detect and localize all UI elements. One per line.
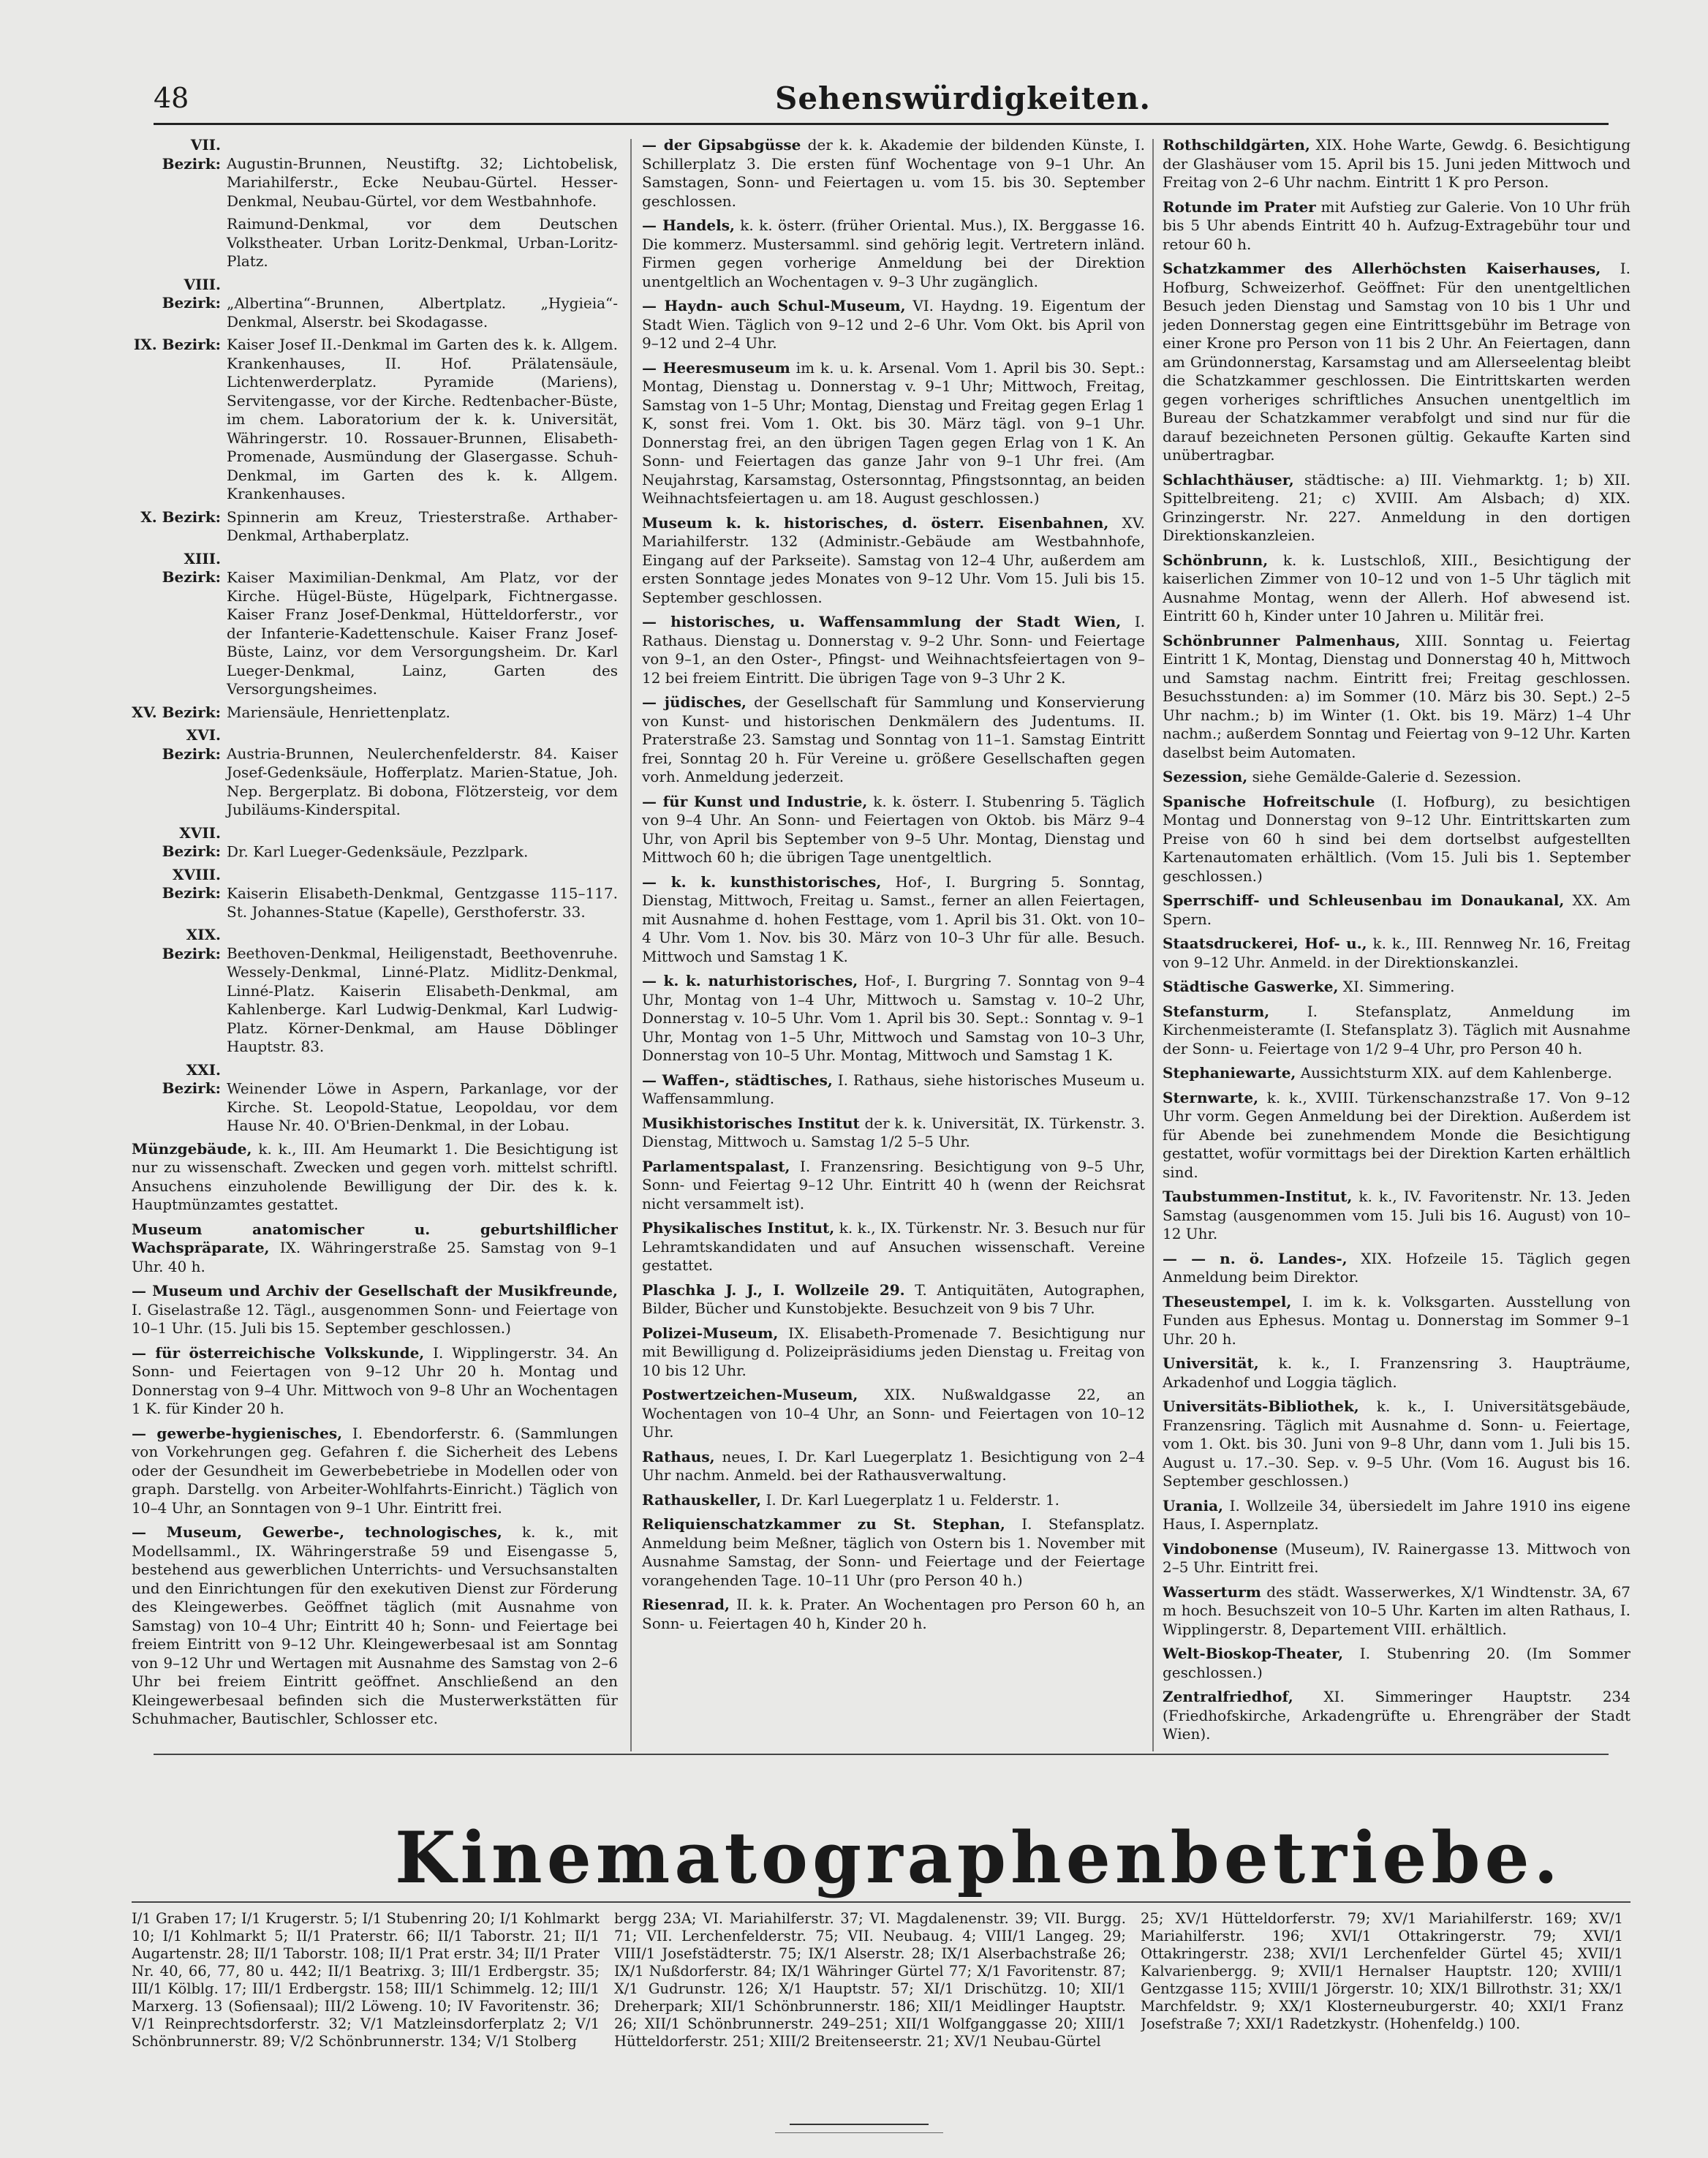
district-text: Mariensäule, Henriettenplatz. <box>227 703 450 721</box>
entry-text: II. k. k. Prater. An Wochentagen pro Person 60 h, an Sonn- u. Feiertagen 40 h, Kinder 20 h. <box>642 1596 1145 1632</box>
district-text: Kaiser Maximilian-Denkmal, Am Platz, vor der Kirche. Hügel-Büste, Hügelpark, Fichtnergasse. Kaiser Franz Josef-Denkmal, Hütteldorferstr., vor der Infanterie-Kadettenschule. Kaiser Franz Josef-Büste, Lainz, vor dem Versorgungsheim. Dr. Karl Lueger-Denkmal, Lainz, Garten des Versorgungsheimes. <box>227 568 618 698</box>
district-label: XVIII. Bezirk: <box>162 865 221 902</box>
kino-rule <box>132 1901 1630 1903</box>
entry-heading: Rotunde im Prater <box>1163 197 1316 216</box>
entry-heading: — für Kunst und Industrie, <box>642 792 868 810</box>
district-text: „Albertina“-Brunnen, Albertplatz. „Hygieia“-Denkmal, Alserstr. bei Skodagasse. <box>227 294 618 331</box>
entry-text: der k. k. Universität, IX. Türkenstr. 3. Dienstag, Mittwoch u. Samstag 1/2 5–5 Uhr. <box>642 1114 1145 1150</box>
district-text: Raimund-Denkmal, vor dem Deutschen Volkstheater. Urban Loritz-Denkmal, Urban-Loritz-Platz. <box>227 215 618 270</box>
entry-heading: Rathaus, <box>642 1447 715 1465</box>
entry-heading: Musikhistorisches Institut <box>642 1114 860 1132</box>
listing-entry <box>1163 551 1630 626</box>
entry-text: I. Wollzeile 34, übersiedelt im Jahre 1910 ins eigene Haus, I. Aspernplatz. <box>1163 1496 1630 1533</box>
entry-heading: Taubstummen-Institut, <box>1163 1188 1353 1205</box>
end-ornament <box>775 2132 943 2133</box>
listing-entry <box>1163 1064 1630 1083</box>
listing-entry <box>642 514 1145 608</box>
entry-text: neues, I. Dr. Karl Luegerplatz 1. Besichtigung von 2–4 Uhr nachm. Anmeld. bei der Rathausverwaltung. <box>642 1447 1145 1484</box>
listing-entry <box>132 1221 618 1277</box>
district-entry <box>132 866 618 922</box>
entry-text: k. k., mit Modellsamml., IX. Währingerstraße 59 und Eisengasse 5, bestehend aus gewerblichen Unterrichts- und Versuchsanstalten und den Einrichtungen für den exekutiven Dienst zur Förderung des Kleingewerbes. Geöffnet täglich (mit Ausnahme von Samstag) von 10–4 Uhr; Eintritt 40 h; Sonn- und Feiertage bei freiem Eintritt von 9–12 Uhr. Kleingewerbesaal ist am Sonntag von 9–12 Uhr und Wertagen mit Ausnahme des Samstag von 2–6 Uhr bei freiem Eintritt geöffnet. Anschließend an den Kleingewerbesaal befinden sich die Musterwerkstätten für Schuhmacher, Bautischler, Schlosser etc. <box>132 1523 618 1727</box>
entry-text: XIX. Nußwaldgasse 22, an Wochentagen von 10–4 Uhr, an Sonn- und Feiertagen von 10–12 Uhr. <box>642 1386 1145 1441</box>
district-entry <box>132 276 618 332</box>
entry-heading: — für österreichische Volkskunde, <box>132 1343 425 1362</box>
entry-text: T. Antiquitäten, Autographen, Bilder, Bücher und Kunstobjekte. Besuchzeit von 9 bis 7 Uhr. <box>642 1280 1145 1317</box>
listing-entry <box>1163 978 1630 997</box>
entry-heading: Spanische Hofreitschule <box>1163 792 1375 810</box>
listing-entry <box>642 1491 1145 1510</box>
listing-entry <box>642 136 1145 211</box>
entry-text: k. k., XVIII. Türkenschanzstraße 17. Von 9–12 Uhr vorm. Gegen Anmeldung bei der Direktion. Außerdem ist für Abende bei zunehmendem Monde die Besichtigung gestattet, wofür vormittags bei der Direktion Karten erhältlich sind. <box>1163 1088 1630 1181</box>
listing-entry <box>642 793 1145 867</box>
column-middle <box>642 136 1145 1745</box>
district-label: VIII. Bezirk: <box>162 275 221 312</box>
entry-heading: Stephaniewarte, <box>1163 1064 1296 1082</box>
entry-text: städtische: a) III. Viehmarktg. 1; b) XII. Spittelbreiteng. 21; c) XVIII. Am Alsbach; d) XIX. Grinzingerstr. Nr. 227. Anmeldung in den dortigen Direktionskanzleien. <box>1163 470 1630 544</box>
entry-heading: Schatzkammer des Allerhöchsten Kaiserhauses, <box>1163 260 1601 277</box>
entry-text: I. Rathaus. Dienstag u. Donnerstag v. 9–2 Uhr. Sonn- und Feiertage von 9–1, an den Oster-, Pfingst- und Weihnachtsfeiertagen von 9–12 bei freiem Eintritt. Die übrigen Tage von 9–3 Uhr 2 K. <box>642 613 1145 687</box>
entry-heading: Wasserturm <box>1163 1582 1261 1601</box>
entry-heading: Theseustempel, <box>1163 1292 1292 1310</box>
listing-entry <box>1163 768 1630 787</box>
listing-entry <box>642 613 1145 687</box>
column-left <box>132 136 618 1745</box>
district-entry <box>132 508 618 546</box>
listing-entry <box>132 1140 618 1215</box>
district-text: Kaiserin Elisabeth-Denkmal, Gentzgasse 115–117. St. Johannes-Statue (Kapelle), Gersthoferstr. 33. <box>227 884 618 921</box>
end-ornament <box>790 2124 929 2125</box>
entry-heading: Schlachthäuser, <box>1163 470 1294 488</box>
listing-entry <box>642 972 1145 1065</box>
entry-text: k. k., III. Rennweg Nr. 16, Freitag von 9–12 Uhr. Anmeld. in der Direktionskanzlei. <box>1163 935 1630 971</box>
entry-heading: Münzgebäude, <box>132 1139 252 1158</box>
top-rule <box>154 123 1609 125</box>
listing-entry <box>1163 891 1630 929</box>
entry-text: k. k., IX. Türkenstr. Nr. 3. Besuch nur für Lehramtskandidaten und auf Ansuchen wissenschaft. Vereine gestattet. <box>642 1219 1145 1274</box>
entry-text: k. k. österr. I. Stubenring 5. Täglich von 9–4 Uhr. An Sonn- und Feiertagen von Oktob. bis März 9–4 Uhr, von April bis September von 9–5 Uhr. Montag, Dienstag und Mittwoch 60 h; die übrigen Tage unentgeltlich. <box>642 792 1145 866</box>
entry-heading: — der Gipsabgüsse <box>642 136 801 154</box>
entry-text: XIII. Sonntag u. Feiertag Eintritt 1 K, Montag, Dienstag und Donnerstag 40 h, Mittwoch und Samstag nachm. Eintritt frei; Freitag geschlossen. Besuchsstunden: a) im Sommer (10. März bis 30. Sept.) 2–5 Uhr nachm.; b) im Winter (1. Okt. bis 19. März) 1–4 Uhr nachm.; außerdem Sonntag und Feiertag von 9–12 Uhr. Karten daselbst beim Automaten. <box>1163 631 1630 761</box>
entry-text: k. k., I. Universitätsgebäude, Franzensring. Täglich mit Ausnahme d. Sonn- u. Feiertage, vom 1. Okt. bis 30. Juni von 9–8 Uhr, dann vom 1. Juli bis 15. August u. 17.–30. Sep. v. 9–5 Uhr. (Vom 16. August bis 16. September geschlossen.) <box>1163 1397 1630 1490</box>
listing-entry <box>1163 1293 1630 1349</box>
entry-heading: Universitäts-Bibliothek, <box>1163 1397 1359 1415</box>
entry-heading: Rathauskeller, <box>642 1490 762 1509</box>
entry-text: I. Ebendorferstr. 6. (Sammlungen von Vorkehrungen geg. Gefahren f. die Sicherheit des Lebens oder der Gesundheit im Gewerbebetriebe in Modellen oder von graph. Darstellg. von Arbeiter-Wohlfahrts-Einricht.) Täglich von 10–4 Uhr, an Sonntagen von 9–1 Uhr. Eintritt frei. <box>132 1424 618 1517</box>
listing-entry <box>642 1386 1145 1442</box>
district-entry <box>132 215 618 271</box>
entry-heading: Staatsdruckerei, Hof- u., <box>1163 935 1367 952</box>
district-entry <box>132 703 618 723</box>
district-label: XIII. Bezirk: <box>162 549 221 586</box>
entry-heading: Parlamentspalast, <box>642 1157 790 1175</box>
listing-entry <box>1163 198 1630 254</box>
entry-heading: Riesenrad, <box>642 1596 730 1613</box>
entry-heading: Reliquienschatzkammer zu St. Stephan, <box>642 1515 1005 1533</box>
entry-text: mit Aufstieg zur Galerie. Von 10 Uhr früh bis 5 Uhr abends Eintritt 40 h. Aufzug-Extragebühr tour und retour 60 h. <box>1163 197 1630 253</box>
column-divider <box>630 139 632 1751</box>
entry-heading: — gewerbe-hygienisches, <box>132 1424 343 1442</box>
entry-heading: — historisches, u. Waffensammlung der Stadt Wien, <box>642 613 1122 630</box>
listing-entry <box>642 693 1145 787</box>
listing-entry <box>132 1344 618 1419</box>
entry-heading: — Handels, <box>642 216 735 234</box>
entry-heading: Universität, <box>1163 1354 1259 1372</box>
entry-heading: Urania, <box>1163 1496 1223 1514</box>
kino-column-left: I/1 Graben 17; I/1 Krugerstr. 5; I/1 Stubenring 20; I/1 Kohlmarkt 10; I/1 Kohlmarkt 5; II/1 Praterstr. 66; II/1 Taborstr. 21; II/1 Augartenstr. 28; II/1 Taborstr. 108; II/1 Prat erstr. 34; II/1 Prater Nr. 40, 66, 77, 80 u. 442; II/1 Beatrixg. 3; III/1 Erdbergstr. 35; III/1 Kölblg. 17; III/1 Erdbergstr. 158; III/1 Schimmelg. 12; III/1 Marxerg. 13 (Sofiensaal); III/2 Löweng. 10; IV Favoritenstr. 36; V/1 Reinprechtsdorferstr. 32; V/1 Matzleinsdorferplatz 2; V/1 Schönbrunnerstr. 89; V/2 Schönbrunnerstr. 134; V/1 Stolberg <box>132 1910 600 2050</box>
district-text: Augustin-Brunnen, Neustiftg. 32; Lichtobelisk, Mariahilferstr., Ecke Neubau-Gürtel. Hesser-Denkmal, Neubau-Gürtel, vor dem Westbahnhofe. <box>227 154 618 210</box>
entry-text: k. k. österr. (früher Oriental. Mus.), IX. Berggasse 16. Die kommerz. Mustersamml. sind gehörig legit. Vertretern inländ. Firmen gegen vorherige Anmeldung bei der Direktion unentgeltlich an Wochentagen v. 9–3 Uhr zugänglich. <box>642 216 1145 290</box>
entry-heading: Zentralfriedhof, <box>1163 1688 1293 1705</box>
listing-entry <box>642 1219 1145 1275</box>
entry-heading: Polizei-Museum, <box>642 1324 779 1342</box>
entry-text: des städt. Wasserwerkes, X/1 Windtenstr. 3A, 67 m hoch. Besuchszeit von 10–5 Uhr. Karten im alten Rathaus, I. Wipplingerstr. 8, Departement VIII. erhältlich. <box>1163 1582 1630 1638</box>
district-entry <box>132 926 618 1057</box>
listing-entry <box>1163 1188 1630 1244</box>
entry-heading: Physikalisches Institut, <box>642 1219 835 1237</box>
district-text: Austria-Brunnen, Neulerchenfelderstr. 84. Kaiser Josef-Gedenksäule, Hofferplatz. Marien-Statue, Joh. Nep. Bergerplatz. Bi dobona, Flötzersteig, vor dem Jubiläums-Kinderspital. <box>227 744 618 818</box>
listing-entry <box>1163 1540 1630 1577</box>
section-title-kinematographen: Kinematographenbetriebe. <box>395 1816 1562 1899</box>
entry-text: I. im k. k. Volksgarten. Ausstellung von Funden aus Ephesus. Montag u. Donnerstag im Sommer 9–1 Uhr. 20 h. <box>1163 1292 1630 1348</box>
entry-heading: — — n. ö. Landes-, <box>1163 1249 1348 1267</box>
entry-heading: Schönbrunner Palmenhaus, <box>1163 631 1401 649</box>
entry-text: I. Hofburg, Schweizerhof. Geöffnet: Für den unentgeltlichen Besuch jeden Dienstag und Samstag von 10 bis 1 Uhr und jeden Donnerstag gegen eine Eintrittsgebühr im Betrage von einer Krone pro Person von 11 bis 2 Uhr. An Feiertagen, dann am Gründonnerstag, Karsamstag und am Allerseelentag bleibt die Schatzkammer geschlossen. Die Eintrittskarten werden gegen vorheriges schriftliches Ansuchen unentgeltlich im Bureau der Schatzkammer verabfolgt und sind nur für die darauf bezeichneten Personen gültig. Gekaufte Karten sind unübertragbar. <box>1163 260 1630 464</box>
district-text: Beethoven-Denkmal, Heiligenstadt, Beethovenruhe. Wessely-Denkmal, Linné-Platz. Midlitz-Denkmal, Linné-Platz. Kaiserin Elisabeth-Denkmal, am Kahlenberge. Karl Ludwig-Denkmal, Karl Ludwig-Platz. Körner-Denkmal, am Hause Döblinger Hauptstr. 83. <box>227 944 618 1055</box>
entry-text: I. Dr. Karl Luegerplatz 1 u. Felderstr. 1. <box>761 1490 1059 1509</box>
listing-entry <box>642 1324 1145 1381</box>
entry-heading: Museum k. k. historisches, d. österr. Eisenbahnen, <box>642 513 1109 532</box>
entry-heading: — Haydn- auch Schul-Museum, <box>642 297 906 314</box>
entry-text: k. k., I. Franzensring 3. Haupträume, Arkadenhof und Loggia täglich. <box>1163 1354 1630 1391</box>
district-label: XXI. Bezirk: <box>162 1060 221 1097</box>
entry-heading: — Waffen-, städtisches, <box>642 1071 833 1089</box>
listing-entry <box>1163 1354 1630 1392</box>
listing-entry <box>642 1114 1145 1152</box>
listing-entry <box>642 1281 1145 1318</box>
entry-text: der k. k. Akademie der bildenden Künste, I. Schillerplatz 3. Die ersten fünf Wochentage von 9–1 Uhr. An Samstagen, Sonn- und Feiertagen u. vom 15. bis 30. September geschlossen. <box>642 136 1145 210</box>
district-text: Spinnerin am Kreuz, Triesterstraße. Arthaber-Denkmal, Arthaberplatz. <box>227 508 618 544</box>
entry-heading: Rothschildgärten, <box>1163 136 1310 154</box>
listing-entry <box>132 1282 618 1338</box>
entry-text: Aussichtsturm XIX. auf dem Kahlenberge. <box>1296 1064 1612 1082</box>
entry-text: I. Stefansplatz. Anmeldung beim Meßner, täglich von Ostern bis 1. November mit Ausnahme Samstag, der Sonn- und Feiertage und der Feiertage vorangehenden Tage. 10–11 Uhr (pro Person 40 h.) <box>642 1515 1145 1589</box>
district-text: Weinender Löwe in Aspern, Parkanlage, vor der Kirche. St. Leopold-Statue, Leopoldau, vor dem Hause Nr. 40. O'Brien-Denkmal, in der Lobau. <box>227 1079 618 1134</box>
listing-entry <box>642 216 1145 291</box>
column-right <box>1163 136 1630 1745</box>
listing-entry <box>1163 632 1630 763</box>
district-text: Kaiser Josef II.-Denkmal im Garten des k. k. Allgem. Krankenhauses, II. Hof. Prälatensäule, Lichtenwerderplatz. Pyramide (Mariens), Servitengasse, vor der Kirche. Redtenbacher-Büste, im chem. Laboratorium der k. k. Universität, Währingerstr. 10. Rossauer-Brunnen, Elisabeth-Promenade, Ausmündung der Glasergasse. Schuh-Denkmal, im Garten des k. k. Allgem. Krankenhauses. <box>227 336 618 502</box>
district-entry <box>132 726 618 820</box>
listing-entry <box>642 1515 1145 1590</box>
entry-text: IX. Währingerstraße 25. Samstag von 9–1 Uhr. 40 h. <box>132 1239 618 1275</box>
listing-entry <box>1163 136 1630 192</box>
entry-heading: Stefansturm, <box>1163 1002 1270 1020</box>
entry-text: XI. Simmering. <box>1338 978 1455 995</box>
listing-entry <box>1163 935 1630 972</box>
entry-text: XIX. Hohe Warte, Gewdg. 6. Besichtigung der Glashäuser vom 15. April bis 15. Juni jeden Mittwoch und Freitag von 2–6 Uhr nachm. Eintritt 1 K pro Person. <box>1163 136 1630 191</box>
listing-entry <box>1163 260 1630 465</box>
listing-entry <box>642 1071 1145 1109</box>
entry-text: XIX. Hofzeile 15. Täglich gegen Anmeldung beim Direktor. <box>1163 1249 1630 1286</box>
entry-heading: — k. k. naturhistorisches, <box>642 972 858 989</box>
listing-entry <box>642 1448 1145 1485</box>
entry-text: k. k. Lustschloß, XIII., Besichtigung der kaiserlichen Zimmer von 10–12 und von 1–5 Uhr täglich mit Ausnahme Montag, wenn der Allerh. Hof abwesend ist. Eintritt 60 h, Kinder unter 10 Jahren u. Militär frei. <box>1163 551 1630 625</box>
entry-heading: — k. k. kunsthistorisches, <box>642 872 882 891</box>
listing-entry <box>1163 1250 1630 1287</box>
entry-heading: — Heeresmuseum <box>642 358 790 377</box>
entry-text: I. Stubenring 20. (Im Sommer geschlossen.) <box>1163 1645 1630 1681</box>
entry-text: der Gesellschaft für Sammlung und Konservierung von Kunst- und historischen Denkmälern des Judentums. II. Praterstraße 23. Samstag und Sonntag von 11–1. Samstag Eintritt frei, Sonntag 20 h. Für Vereine u. größere Gesellschaften gegen vorh. Anmeldung jederzeit. <box>642 693 1145 785</box>
entry-heading: Vindobonense <box>1163 1539 1278 1558</box>
listing-entry <box>1163 1688 1630 1744</box>
entry-text: Hof-, I. Burgring 7. Sonntag von 9–4 Uhr, Montag von 1–4 Uhr, Mittwoch u. Samstag v. 10–2 Uhr, Donnerstag v. 10–5 Uhr. Vom 1. April bis 30. Sept.: Sonntag v. 9–1 Uhr, Montag von 1–5 Uhr, Mittwoch und Samstag von 10–3 Uhr, Donnerstag von 10–5 Uhr. Montag, Mittwoch und Samstag 1 K. <box>642 972 1145 1064</box>
listing-entry <box>1163 471 1630 546</box>
listing-entry <box>1163 1003 1630 1059</box>
listing-entry <box>1163 1497 1630 1534</box>
listing-entry <box>642 297 1145 353</box>
entry-heading: — Museum, Gewerbe-, technologisches, <box>132 1523 502 1541</box>
entry-heading: — Museum und Archiv der Gesellschaft der Musikfreunde, <box>132 1282 618 1299</box>
district-label: VII. Bezirk: <box>162 136 221 173</box>
listing-entry <box>1163 1645 1630 1682</box>
entry-text: (Museum), IV. Rainergasse 13. Mittwoch von 2–5 Uhr. Eintritt frei. <box>1163 1539 1630 1576</box>
listing-entry <box>642 359 1145 508</box>
entry-text: Hof-, I. Burgring 5. Sonntag, Dienstag, Mittwoch, Freitag u. Samst., ferner an allen Feiertagen, mit Ausnahme d. hohen Festtage, vom 1. April bis 31. Okt. von 10–4 Uhr. Vom 1. Nov. bis 30. März von 10–3 Uhr für alle. Besuch. Mittwoch und Samstag 1 K. <box>642 872 1145 965</box>
kino-column-middle: bergg 23A; VI. Mariahilferstr. 37; VI. Magdalenenstr. 39; VII. Burgg. 71; VII. Lerchenfelderstr. 75; VII. Neubaug. 4; VIII/1 Langeg. 29; VIII/1 Josefstädterstr. 75; IX/1 Alserstr. 28; IX/1 Alserbachstraße 26; IX/1 Nußdorferstr. 84; IX/1 Währinger Gürtel 77; X/1 Favoritenstr. 87; X/1 Gudrunstr. 126; X/1 Hauptstr. 57; XI/1 Drischützg. 10; XII/1 Dreherpark; XII/1 Schönbrunnerstr. 186; XII/1 Meidlinger Hauptstr. 26; XII/1 Schönbrunnerstr. 249–251; XII/1 Wolfganggasse 20; XIII/1 Hütteldorferstr. 251; XIII/2 Breitenseerstr. 21; XV/1 Neubau-Gürtel <box>614 1910 1126 2050</box>
entry-text: I. Rathaus, siehe historisches Museum u. Waffensammlung. <box>642 1071 1145 1107</box>
entry-heading: Städtische Gaswerke, <box>1163 978 1339 995</box>
district-label: IX. Bezirk: <box>133 336 221 353</box>
district-label: XV. Bezirk: <box>132 703 221 721</box>
entry-text: XX. Am Spern. <box>1163 891 1630 928</box>
listing-entry <box>642 1596 1145 1633</box>
entry-text: I. Giselastraße 12. Tägl., ausgenommen Sonn- und Feiertage von 10–1 Uhr. (15. Juli bis 15. September geschlossen.) <box>132 1300 618 1337</box>
kino-column-right: 25; XV/1 Hütteldorferstr. 79; XV/1 Mariahilferstr. 169; XV/1 Mariahilferstr. 196; XVI/1 Ottakringerstr. 79; XVI/1 Ottakringerstr. 238; XVI/1 Lerchenfelder Gürtel 45; XVII/1 Kalvarienbergg. 9; XVII/1 Hernalser Hauptstr. 120; XVIII/1 Gentzgasse 115; XVIII/1 Jörgerstr. 10; XIX/1 Billrothstr. 31; XX/1 Marchfeldstr. 9; XX/1 Klosterneuburgerstr. 40; XXI/1 Franz Josefstraße 7; XXI/1 Radetzkystr. (Hohenfeldg.) 100. <box>1141 1910 1623 2032</box>
entry-heading: Museum anatomischer u. geburtshilflicher Wachspräparate, <box>132 1220 618 1256</box>
entry-text: XV. Mariahilferstr. 132 (Administr.-Gebäude am Westbahnhofe, Eingang auf der Parkseite). Samstag von 12–4 Uhr, außerdem am ersten Sonntage jedes Monates von 9–12 Uhr. Vom 15. Juli bis 15. September geschlossen. <box>642 513 1145 606</box>
entry-heading: Welt-Bioskop-Theater, <box>1163 1645 1344 1662</box>
district-entry <box>132 550 618 699</box>
district-text: Dr. Karl Lueger-Gedenksäule, Pezzlpark. <box>227 842 529 860</box>
listing-entry <box>132 1425 618 1518</box>
district-label: XIX. Bezirk: <box>162 926 221 962</box>
entry-text: I. Franzensring. Besichtigung von 9–5 Uhr, Sonn- und Feiertag 9–12 Uhr. Eintritt 40 h (wenn der Reichsrat nicht versammelt ist). <box>642 1157 1145 1212</box>
entry-text: (I. Hofburg), zu besichtigen Montag und Donnerstag von 9–12 Uhr. Eintrittskarten zum Preise von 60 h sind bei dem dortselbst aufgestellten Kartenautomaten erhältlich. (Vom 15. Juli bis 1. September geschlossen.) <box>1163 792 1630 885</box>
column-divider <box>1152 139 1154 1751</box>
entry-text: k. k., IV. Favoritenstr. Nr. 13. Jeden Samstag (ausgenommen vom 15. Juli bis 16. August) von 10–12 Uhr. <box>1163 1188 1630 1242</box>
entry-text: im k. u. k. Arsenal. Vom 1. April bis 30. Sept.: Montag, Dienstag u. Donnerstag v. 9–1 Uhr; Mittwoch, Freitag, Samstag von 1–5 Uhr; Montag, Dienstag und Freitag gegen Erlag 1 K, sonst frei. Vom 1. Okt. bis 30. März tägl. von 9–1 Uhr. Donnerstag frei, an den übrigen Tagen gegen Erlag von 1 K. An Sonn- und Feiertagen das ganze Jahr von 9–1 Uhr frei. (Am Neujahrstag, Karsamstag, Ostersonntag, Pfingstsonntag, an beiden Weihnachtsfeiertagen u. am 18. August geschlossen.) <box>642 358 1145 507</box>
listing-entry <box>642 873 1145 967</box>
listing-entry <box>642 1158 1145 1214</box>
listing-entry <box>132 1523 618 1729</box>
entry-heading: Sternwarte, <box>1163 1088 1259 1106</box>
listing-entry <box>1163 793 1630 886</box>
entry-heading: Postwertzeichen-Museum, <box>642 1386 858 1403</box>
district-entry <box>132 336 618 504</box>
page-number: 48 <box>154 82 189 114</box>
entry-text: IX. Elisabeth-Promenade 7. Besichtigung nur mit Bewilligung d. Polizeipräsidiums jeden Dienstag u. Freitag von 10 bis 12 Uhr. <box>642 1324 1145 1379</box>
entry-heading: Schönbrunn, <box>1163 551 1269 569</box>
listing-entry <box>1163 1583 1630 1640</box>
district-label: XVI. Bezirk: <box>162 726 221 763</box>
district-entry <box>132 1061 618 1136</box>
entry-text: k. k., III. Am Heumarkt 1. Die Besichtigung ist nur zu wissenschaft. Zwecken und gegen vorh. mittelst schriftl. Ansuchens einzuholende Bewilligung der Dir. des k. k. Hauptmünzamtes gestattet. <box>132 1139 618 1213</box>
listing-entry <box>1163 1089 1630 1182</box>
section-rule <box>154 1754 1609 1755</box>
entry-heading: Sezession, <box>1163 768 1248 785</box>
entry-text: XI. Simmeringer Hauptstr. 234 (Friedhofskirche, Arkadengrüfte u. Ehrengräber der Stadt Wien). <box>1163 1688 1630 1743</box>
entry-heading: Sperrschiff- und Schleusenbau im Donaukanal, <box>1163 891 1565 909</box>
district-entry <box>132 136 618 211</box>
district-label: X. Bezirk: <box>140 508 221 526</box>
district-label: XVII. Bezirk: <box>162 823 221 860</box>
entry-text: VI. Haydng. 19. Eigentum der Stadt Wien. Täglich von 9–12 und 2–6 Uhr. Vom Okt. bis April von 9–12 und 2–4 Uhr. <box>642 297 1145 352</box>
running-head: Sehenswürdigkeiten. <box>775 80 1152 116</box>
entry-heading: — jüdisches, <box>642 693 747 711</box>
entry-text: I. Wipplingerstr. 34. An Sonn- und Feiertagen von 9–12 Uhr 20 h. Montag und Donnerstag von 9–4 Uhr. Mittwoch von 9–8 Uhr an Wochentagen 1 K. für Kinder 20 h. <box>132 1343 618 1417</box>
entry-heading: Plaschka J. J., I. Wollzeile 29. <box>642 1280 905 1299</box>
district-entry <box>132 824 618 861</box>
entry-text: I. Stefansplatz, Anmeldung im Kirchenmeisteramte (I. Stefansplatz 3). Täglich mit Ausnahme der Sonn- u. Feiertage von 1/2 9–4 Uhr, pro Person 40 h. <box>1163 1002 1630 1057</box>
listing-entry <box>1163 1397 1630 1491</box>
entry-text: siehe Gemälde-Galerie d. Sezession. <box>1247 768 1522 785</box>
